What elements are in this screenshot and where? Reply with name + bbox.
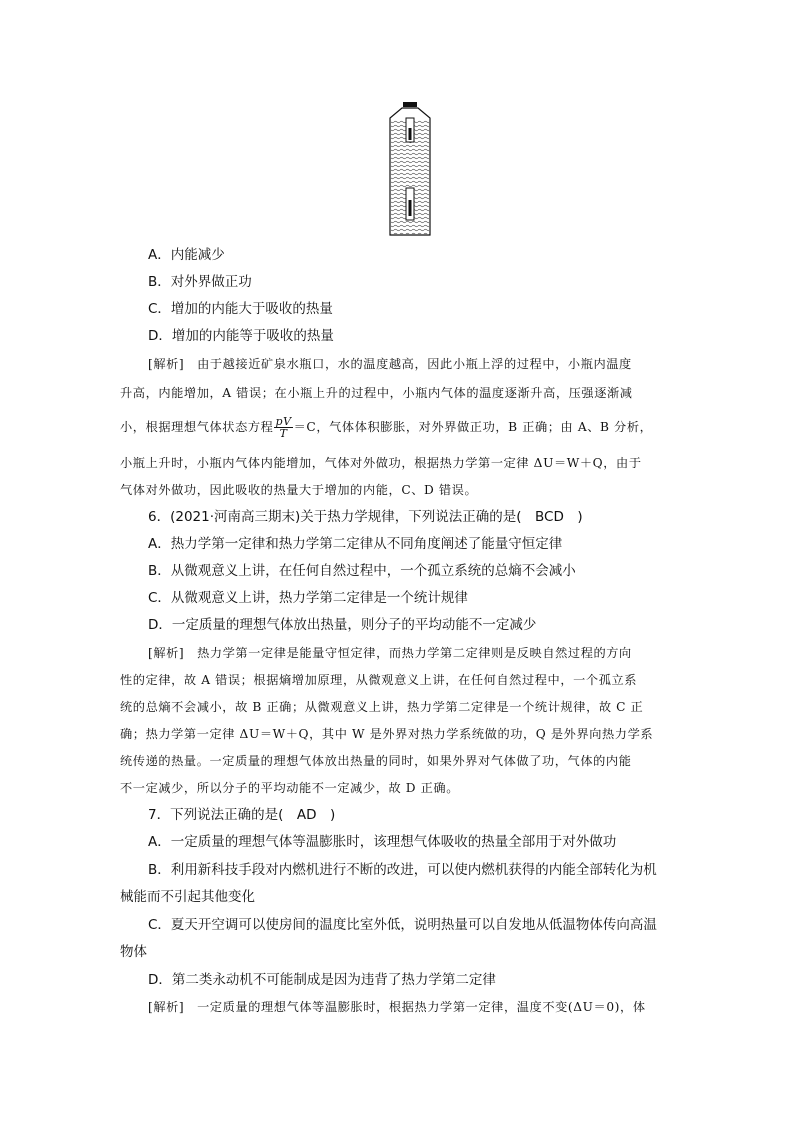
bottle-figure xyxy=(388,100,432,238)
q7-option-c: C．夏天开空调可以使房间的温度比室外低，说明热量可以自发地从低温物体传向高温 xyxy=(148,917,657,933)
q7-option-d: D．第二类永动机不可能制成是因为违背了热力学第二定律 xyxy=(148,972,496,988)
analysis1-line4: 小瓶上升时，小瓶内气体内能增加，气体对外做功，根据热力学第一定律 ΔU＝W＋Q，由于 xyxy=(120,456,642,470)
q7-option-a: A．一定质量的理想气体等温膨胀时，该理想气体吸收的热量全部用于对外做功 xyxy=(148,834,617,850)
bottle-cap xyxy=(403,102,417,107)
q6-analysis-line4: 确；热力学第一定律 ΔU＝W＋Q，其中 W 是外界对热力学系统做的功，Q 是外界向热力学系 xyxy=(120,727,654,741)
q6-option-c: C．从微观意义上讲，热力学第二定律是一个统计规律 xyxy=(148,590,468,606)
q6-analysis-line5: 统传递的热量。一定质量的理想气体放出热量的同时，如果外界对气体做了功，气体的内能 xyxy=(120,754,632,768)
analysis1-line5: 气体对外做功，因此吸收的热量大于增加的内能，C、D 错误。 xyxy=(120,483,478,497)
analysis1-line1: [解析] 由于越接近矿泉水瓶口，水的温度越高，因此小瓶上浮的过程中，小瓶内温度 xyxy=(148,357,632,371)
q7-option-b: B．利用新科技手段对内燃机进行不断的改进，可以使内燃机获得的内能全部转化为机 xyxy=(148,862,657,878)
q6-analysis-line3: 统的总熵不会减小，故 B 正确；从微观意义上讲，热力学第二定律是一个统计规律，故 C 正 xyxy=(120,700,644,714)
analysis1-line3-post: ＝C，气体体积膨胀，对外界做正功，B 正确；由 A、B 分析， xyxy=(293,420,653,434)
q6-option-d: D．一定质量的理想气体放出热量，则分子的平均动能不一定减少 xyxy=(148,617,537,633)
option-b: B．对外界做正功 xyxy=(148,274,252,290)
gas-law-fraction xyxy=(274,416,292,439)
q6-analysis-line1: [解析] 热力学第一定律是能量守恒定律，而热力学第二定律则是反映自然过程的方向 xyxy=(148,646,632,660)
analysis1-line3 xyxy=(120,413,680,441)
option-c: C．增加的内能大于吸收的热量 xyxy=(148,301,333,317)
q7-option-c-cont: 物体 xyxy=(120,944,147,960)
q6-option-a: A．热力学第一定律和热力学第二定律从不同角度阐述了能量守恒定律 xyxy=(148,536,563,552)
q6-analysis-line2: 性的定律，故 A 错误；根据熵增加原理，从微观意义上讲，在任何自然过程中，一个孤立系 xyxy=(120,673,638,687)
fraction-numerator: pV xyxy=(275,415,292,428)
option-a: A．内能减少 xyxy=(148,247,225,263)
q6-stem: 6．(2021·河南高三期末)关于热力学规律，下列说法正确的是( BCD ) xyxy=(148,509,583,525)
q7-option-b-cont: 械能而不引起其他变化 xyxy=(120,889,255,905)
q6-option-b: B．从微观意义上讲，在任何自然过程中，一个孤立系统的总熵不会减小 xyxy=(148,563,576,579)
fraction-denominator: T xyxy=(279,427,288,440)
analysis1-line2: 升高，内能增加，A 错误；在小瓶上升的过程中，小瓶内气体的温度逐渐升高，压强逐渐减 xyxy=(120,386,633,400)
q7-stem: 7．下列说法正确的是( AD ) xyxy=(148,807,336,823)
option-d: D．增加的内能等于吸收的热量 xyxy=(148,328,334,344)
q7-analysis-line1: [解析] 一定质量的理想气体等温膨胀时，根据热力学第一定律，温度不变(ΔU＝0)，体 xyxy=(148,1000,646,1014)
q6-analysis-line6: 不一定减少，所以分子的平均动能不一定减少，故 D 正确。 xyxy=(120,781,460,795)
analysis1-line3-pre: 小，根据理想气体状态方程 xyxy=(120,420,274,434)
